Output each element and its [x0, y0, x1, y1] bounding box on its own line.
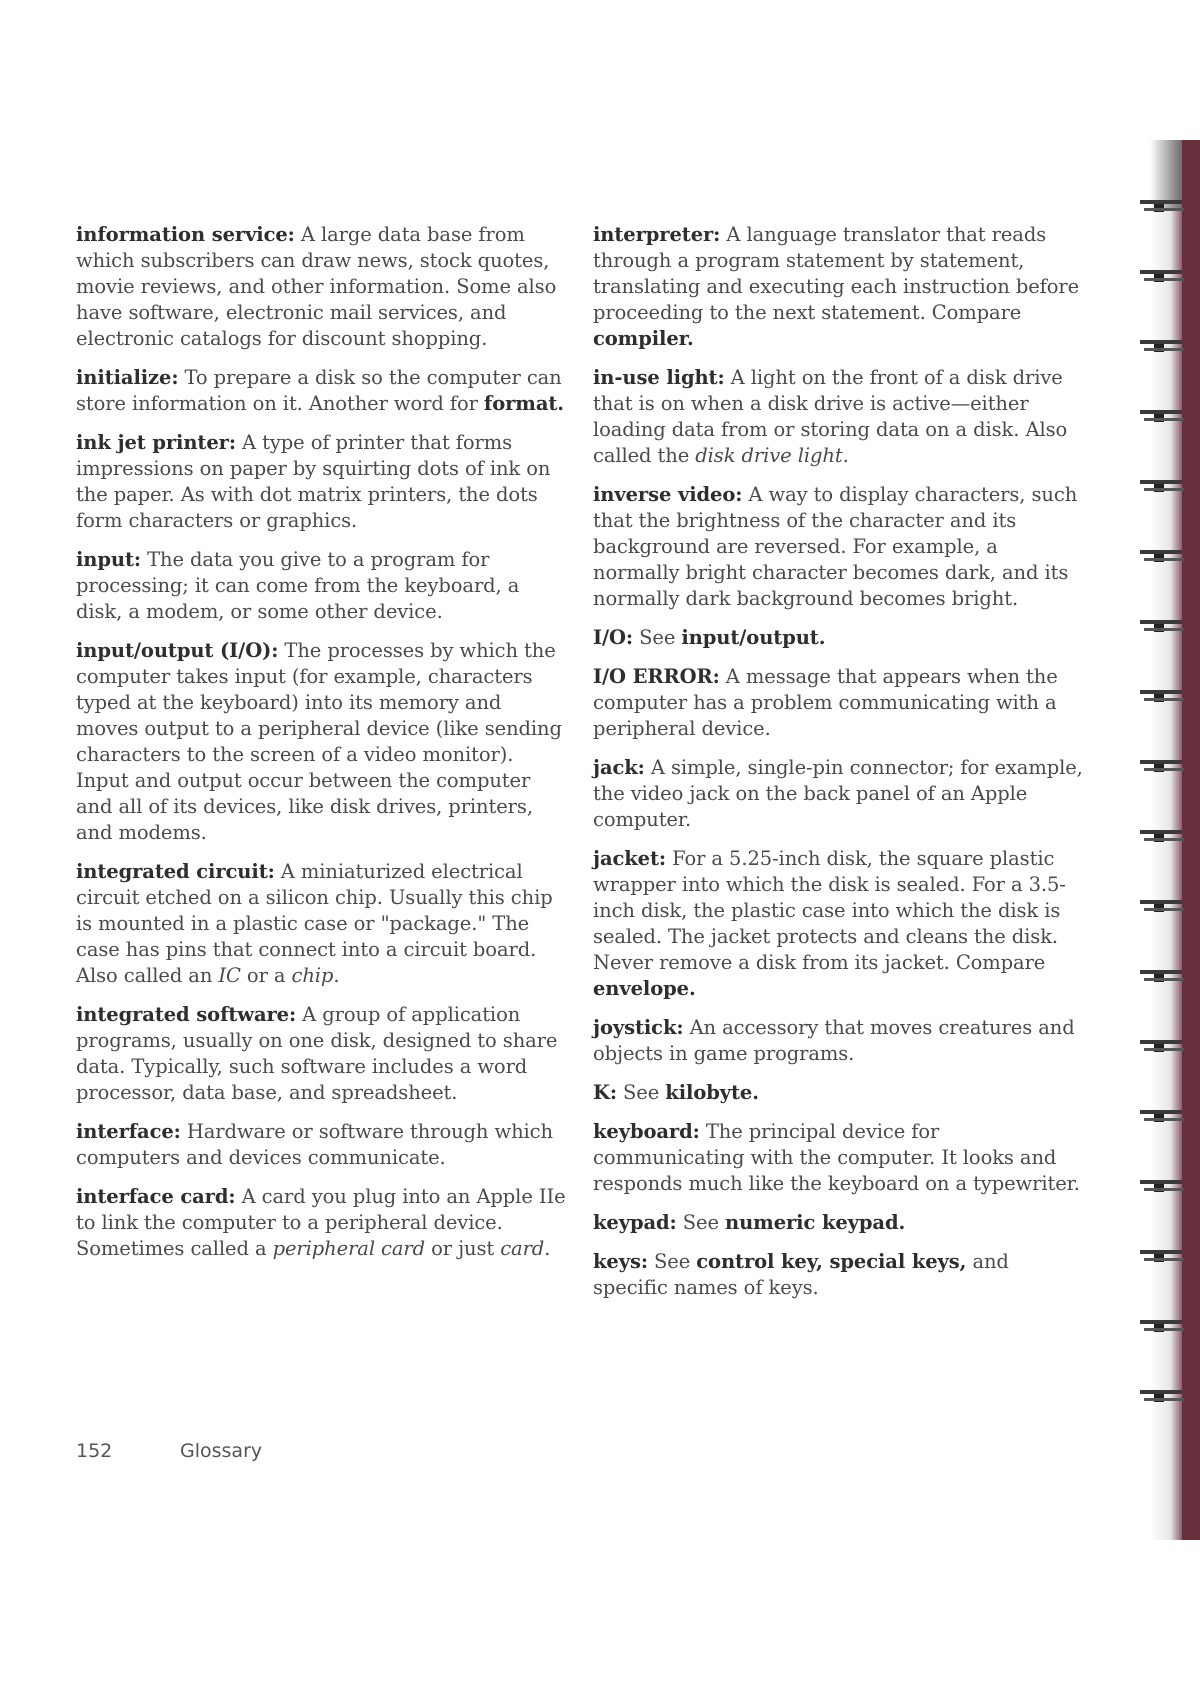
alternate-term: chip [291, 964, 334, 987]
entry-term: ink jet printer: [76, 431, 236, 454]
glossary-entry [593, 1249, 1083, 1301]
entry-definition: Hardware or software through which computers and devices communicate. [76, 1120, 553, 1169]
binding-ring [1140, 1110, 1186, 1122]
glossary-entry [76, 1002, 568, 1106]
glossary-entry [593, 755, 1083, 833]
entry-term: information service: [76, 223, 295, 246]
entry-definition: The data you give to a program for processing; it can come from the keyboard, a disk, a modem, or some other device. [76, 548, 520, 623]
binding-ring [1140, 1250, 1186, 1262]
entry-definition: See [676, 1211, 725, 1234]
glossary-entry [593, 625, 1083, 651]
entry-definition-cont: or just [425, 1237, 501, 1260]
binding-ring [1140, 1320, 1186, 1332]
binding-ring [1140, 480, 1186, 492]
entry-definition: A way to display characters, such that the brightness of the character and its background are reversed. For example, a normally bright character becomes dark, and its normally dark background becomes bright. [593, 483, 1078, 610]
cross-reference: control key, special keys, [696, 1250, 967, 1273]
binding-ring [1140, 760, 1186, 772]
glossary-entry [593, 846, 1083, 1002]
glossary-entry [76, 859, 568, 989]
entry-definition-end: . [544, 1237, 551, 1260]
cross-reference: envelope. [593, 977, 696, 1000]
binding-ring [1140, 690, 1186, 702]
entry-term: in-use light: [593, 366, 725, 389]
glossary-entry [76, 365, 568, 417]
entry-definition: A message that appears when the computer has a problem communicating with a peripheral device. [593, 665, 1058, 740]
binding-ring [1140, 270, 1186, 282]
entry-term: I/O: [593, 626, 634, 649]
glossary-entry [593, 664, 1083, 742]
glossary-entry [76, 1184, 568, 1262]
glossary-entry [593, 222, 1083, 352]
binding-ring [1140, 410, 1186, 422]
cross-reference: kilobyte. [665, 1081, 759, 1104]
entry-definition-end: . [842, 444, 849, 467]
glossary-entry [76, 430, 568, 534]
entry-term: integrated software: [76, 1003, 297, 1026]
entry-definition-end: . [333, 964, 340, 987]
binding-ring [1140, 620, 1186, 632]
entry-term: interface: [76, 1120, 181, 1143]
entry-term: keys: [593, 1250, 648, 1273]
left-column [76, 222, 568, 1275]
entry-term: jacket: [593, 847, 666, 870]
entry-term: interpreter: [593, 223, 721, 246]
binding-ring [1140, 970, 1186, 982]
entry-term: input: [76, 548, 142, 571]
entry-term: joystick: [593, 1016, 684, 1039]
entry-term: inverse video: [593, 483, 743, 506]
entry-definition-cont: or a [240, 964, 292, 987]
entry-term: interface card: [76, 1185, 236, 1208]
entry-term: integrated circuit: [76, 860, 275, 883]
cross-reference: compiler. [593, 327, 694, 350]
entry-definition: For a 5.25-inch disk, the square plastic wrapper into which the disk is sealed. For a 3.5-inch disk, the plastic case into which the disk is sealed. The jacket protects and cleans the disk. Never remove a disk from its jacket. Compare [593, 847, 1066, 974]
glossary-entry [593, 1210, 1083, 1236]
glossary-entry [593, 1080, 1083, 1106]
entry-term: keyboard: [593, 1120, 700, 1143]
entry-definition: A group of application programs, usually on one disk, designed to share data. Typically, such software includes a word processor, data base, and spreadsheet. [76, 1003, 558, 1104]
cross-reference: input/output. [681, 626, 826, 649]
glossary-entry [593, 365, 1083, 469]
binding-ring [1140, 1040, 1186, 1052]
cross-reference: numeric keypad. [725, 1211, 906, 1234]
page-number: 152 [76, 1440, 113, 1462]
glossary-entry [76, 1119, 568, 1171]
alternate-term: card [500, 1237, 545, 1260]
spiral-binding [1140, 140, 1200, 1540]
entry-definition: See [647, 1250, 697, 1273]
entry-definition: A card you plug into an Apple IIe to link the computer to a peripheral device. Sometimes called a [76, 1185, 566, 1260]
binding-ring [1140, 1390, 1186, 1402]
entry-definition: A type of printer that forms impressions on paper by squirting dots of ink on the paper. As with dot matrix printers, the dots form characters or graphics. [76, 431, 551, 532]
entry-definition: A language translator that reads through a program statement by statement, translating and executing each instruction before proceeding to the next statement. Compare [593, 223, 1080, 324]
glossary-entry [76, 547, 568, 625]
glossary-entry [593, 482, 1083, 612]
binding-ring [1140, 900, 1186, 912]
glossary-entry [76, 222, 568, 352]
glossary-entry [76, 638, 568, 846]
binding-ring [1140, 1180, 1186, 1192]
binding-ring [1140, 200, 1186, 212]
alternate-term: disk drive light [695, 444, 843, 467]
entry-definition: The processes by which the computer takes input (for example, characters typed at the keyboard) into its memory and moves output to a peripheral device (like sending characters to the screen of a video monitor). Input and output occur between the computer and all of its devices, like disk drives, printers, and modems. [76, 639, 562, 844]
entry-definition: A miniaturized electrical circuit etched on a silicon chip. Usually this chip is mounted in a plastic case or "package." The case has pins that connect into a circuit board. Also called an [76, 860, 553, 987]
entry-definition: A large data base from which subscribers can draw news, stock quotes, movie reviews, and other information. Some also have software, electronic mail services, and electronic catalogs for discount shopping. [76, 223, 557, 350]
entry-definition: A simple, single-pin connector; for example, the video jack on the back panel of an Apple computer. [593, 756, 1083, 831]
entry-definition: To prepare a disk so the computer can store information on it. Another word for [76, 366, 562, 415]
binding-ring [1140, 830, 1186, 842]
alternate-term: peripheral card [272, 1237, 426, 1260]
cross-reference: format. [483, 392, 564, 415]
glossary-entry [593, 1119, 1083, 1197]
entry-definition: The principal device for communicating with the computer. It looks and responds much like the keyboard on a typewriter. [593, 1120, 1080, 1195]
entry-definition-end: and specific names of keys. [593, 1250, 1009, 1299]
glossary-entry [593, 1015, 1083, 1067]
entry-term: jack: [593, 756, 645, 779]
entry-term: initialize: [76, 366, 179, 389]
binding-ring [1140, 340, 1186, 352]
entry-definition: See [633, 626, 682, 649]
alternate-term: IC [218, 964, 241, 987]
entry-term: K: [593, 1081, 617, 1104]
section-name: Glossary [180, 1440, 263, 1462]
entry-definition: A light on the front of a disk drive that is on when a disk drive is active—either loading data from or storing data on a disk. Also called the [593, 366, 1068, 467]
entry-definition: See [616, 1081, 666, 1104]
entry-term: I/O ERROR: [593, 665, 720, 688]
entry-term: keypad: [593, 1211, 677, 1234]
binding-ring [1140, 550, 1186, 562]
right-column [593, 222, 1083, 1314]
entry-term: input/output (I/O): [76, 639, 279, 662]
entry-definition: An accessory that moves creatures and objects in game programs. [593, 1016, 1075, 1065]
